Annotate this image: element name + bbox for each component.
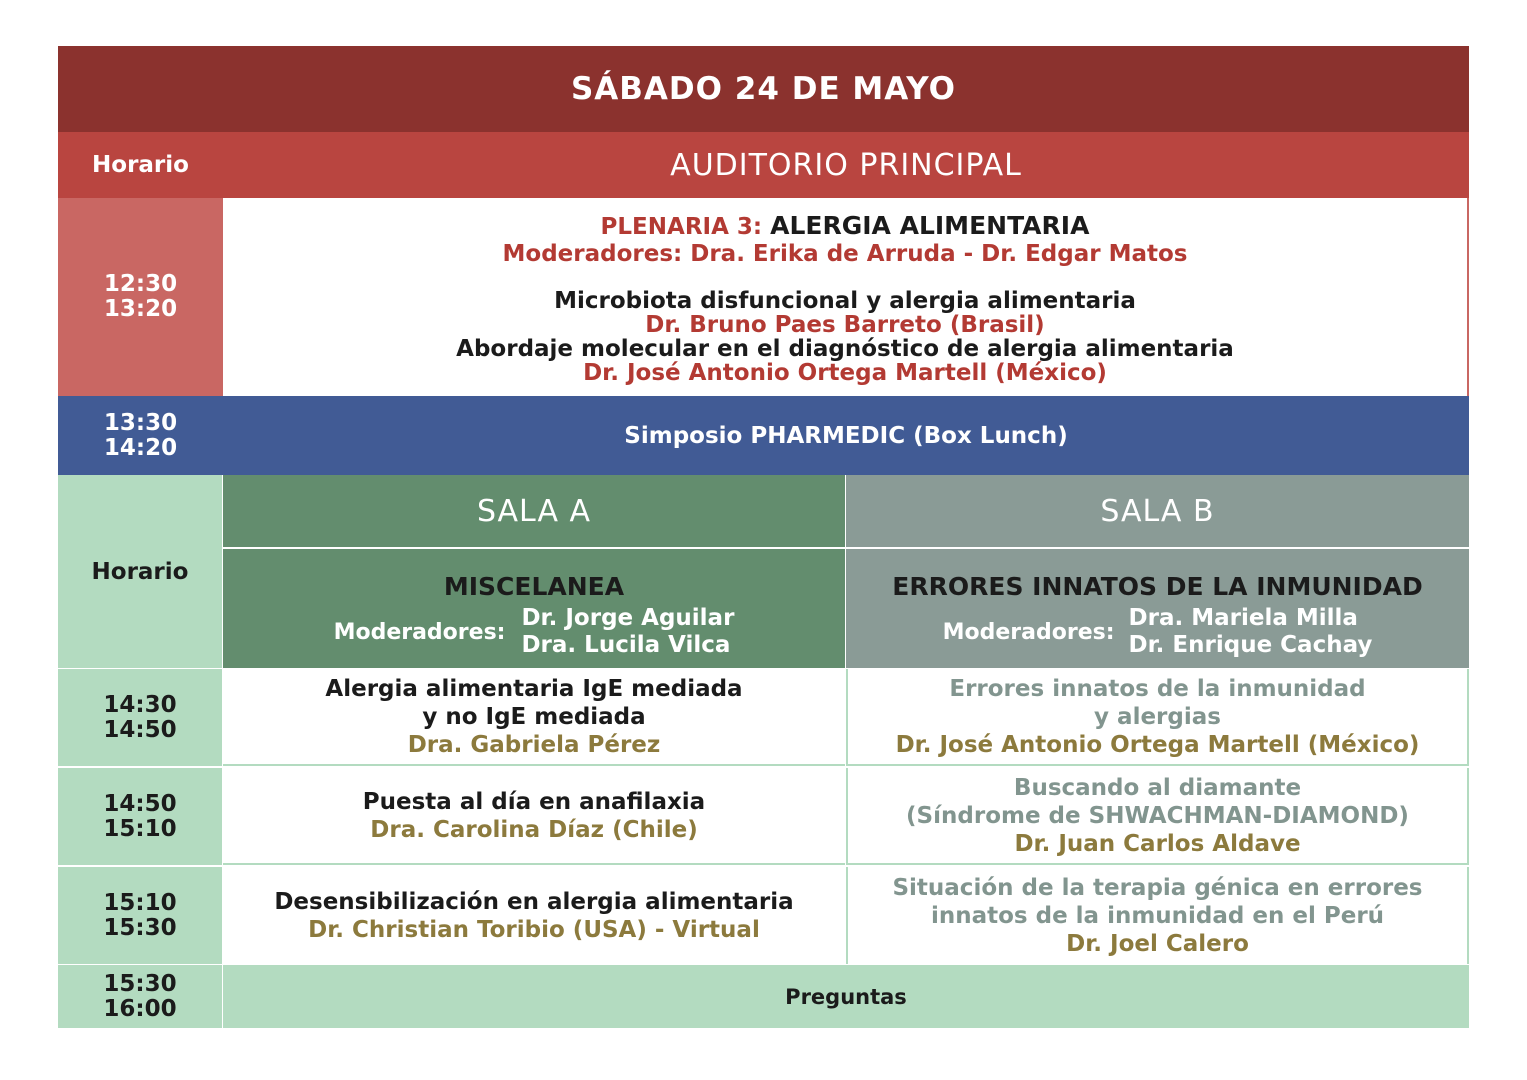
sala-b-moderator: Dr. Enrique Cachay xyxy=(1128,632,1373,658)
sala-b-talk xyxy=(846,768,1469,865)
talk-speaker: Dr. José Antonio Ortega Martell (México) xyxy=(583,360,1107,386)
talk-title: y alergias xyxy=(1094,703,1221,730)
sala-b-talk xyxy=(846,867,1469,964)
talk-title: Situación de la terapia génica en errores xyxy=(892,874,1423,901)
talk-speaker: Dra. Gabriela Pérez xyxy=(407,731,661,758)
talk-speaker: Dr. Juan Carlos Aldave xyxy=(1014,830,1301,857)
plenaria-time-cell xyxy=(58,198,223,396)
sala-b-talk xyxy=(846,669,1469,766)
day-header xyxy=(58,46,1469,132)
preguntas-time-start: 15:30 xyxy=(103,970,177,997)
sala-a-moderator: Dr. Jorge Aguilar xyxy=(521,605,735,631)
row-time-start: 14:30 xyxy=(103,691,177,718)
simposio-time-cell xyxy=(58,396,223,475)
talk-title: (Síndrome de SHWACHMAN-DIAMOND) xyxy=(906,802,1409,829)
preguntas-time-cell xyxy=(58,965,222,1028)
plenaria-label: PLENARIA 3: xyxy=(600,214,763,240)
row-time-end: 15:30 xyxy=(103,914,177,941)
sala-a-moderator: Dra. Lucila Vilca xyxy=(521,632,731,658)
sala-a-talk xyxy=(223,867,845,964)
sala-b-session xyxy=(846,549,1469,668)
talk-speaker: Dra. Carolina Díaz (Chile) xyxy=(370,816,698,843)
talk-speaker: Dr. Christian Toribio (USA) - Virtual xyxy=(308,916,760,943)
sala-b-header xyxy=(846,475,1469,547)
talk-title: Alergia alimentaria IgE mediada xyxy=(325,675,743,702)
sala-a-session xyxy=(223,549,845,668)
sala-b-moderators-label: Moderadores: xyxy=(942,619,1115,645)
plenaria-topic: ALERGIA ALIMENTARIA xyxy=(770,211,1090,240)
row-time-start: 14:50 xyxy=(103,790,177,817)
row-time-end: 14:50 xyxy=(103,716,177,743)
talk-speaker: Dr. Bruno Paes Barreto (Brasil) xyxy=(645,312,1045,338)
sala-a-talk xyxy=(223,768,845,865)
auditorio-header xyxy=(223,132,1469,198)
talk-title: y no IgE mediada xyxy=(422,703,646,730)
horario-label: Horario xyxy=(91,558,189,585)
sala-b-moderator: Dra. Mariela Milla xyxy=(1128,605,1358,631)
talk-title: innatos de la inmunidad en el Perú xyxy=(930,902,1385,929)
talk-speaker: Dr. José Antonio Ortega Martell (México) xyxy=(895,731,1420,758)
sala-a-header xyxy=(223,475,845,547)
plenaria-time-start: 12:30 xyxy=(103,271,178,297)
day-title: SÁBADO 24 DE MAYO xyxy=(570,71,957,107)
preguntas-cell xyxy=(223,965,1469,1028)
row-time-start: 15:10 xyxy=(103,889,177,916)
simposio-title: Simposio PHARMEDIC (Box Lunch) xyxy=(624,422,1068,449)
talk-title: Errores innatos de la inmunidad xyxy=(949,675,1366,702)
sala-b-session-title: ERRORES INNATOS DE LA INMUNIDAD xyxy=(892,572,1423,601)
sala-b-name: SALA B xyxy=(1100,493,1215,529)
row-time-cell xyxy=(58,768,222,865)
auditorio-title: AUDITORIO PRINCIPAL xyxy=(670,147,1022,183)
plenaria-time-end: 13:20 xyxy=(103,296,178,322)
sala-a-moderators-label: Moderadores: xyxy=(333,619,506,645)
talk-title: Buscando al diamante xyxy=(1013,774,1302,801)
simposio-cell xyxy=(223,396,1469,475)
talk-title: Abordaje molecular en el diagnóstico de alergia alimentaria xyxy=(456,336,1234,362)
row-time-cell xyxy=(58,669,222,766)
talk-title: Microbiota disfuncional y alergia alimentaria xyxy=(554,288,1136,314)
preguntas-time-end: 16:00 xyxy=(103,995,177,1022)
row-time-end: 15:10 xyxy=(103,815,177,842)
talk-title: Puesta al día en anafilaxia xyxy=(362,788,706,815)
sala-a-name: SALA A xyxy=(476,493,592,529)
simposio-time-start: 13:30 xyxy=(103,409,178,436)
sala-a-talk xyxy=(223,669,845,766)
simposio-time-end: 14:20 xyxy=(103,434,178,461)
preguntas-label: Preguntas xyxy=(785,984,907,1009)
row-time-cell xyxy=(58,867,222,964)
plenaria-content xyxy=(223,198,1469,396)
plenaria-moderators: Moderadores: Dra. Erika de Arruda - Dr. Edgar Matos xyxy=(502,241,1188,267)
sala-a-session-title: MISCELANEA xyxy=(443,572,625,601)
talk-speaker: Dr. Joel Calero xyxy=(1066,930,1249,957)
salas-horario-cell xyxy=(58,475,222,668)
horario-label-cell xyxy=(58,132,223,198)
talk-title: Desensibilización en alergia alimentaria xyxy=(274,888,794,915)
horario-label: Horario xyxy=(92,152,189,178)
